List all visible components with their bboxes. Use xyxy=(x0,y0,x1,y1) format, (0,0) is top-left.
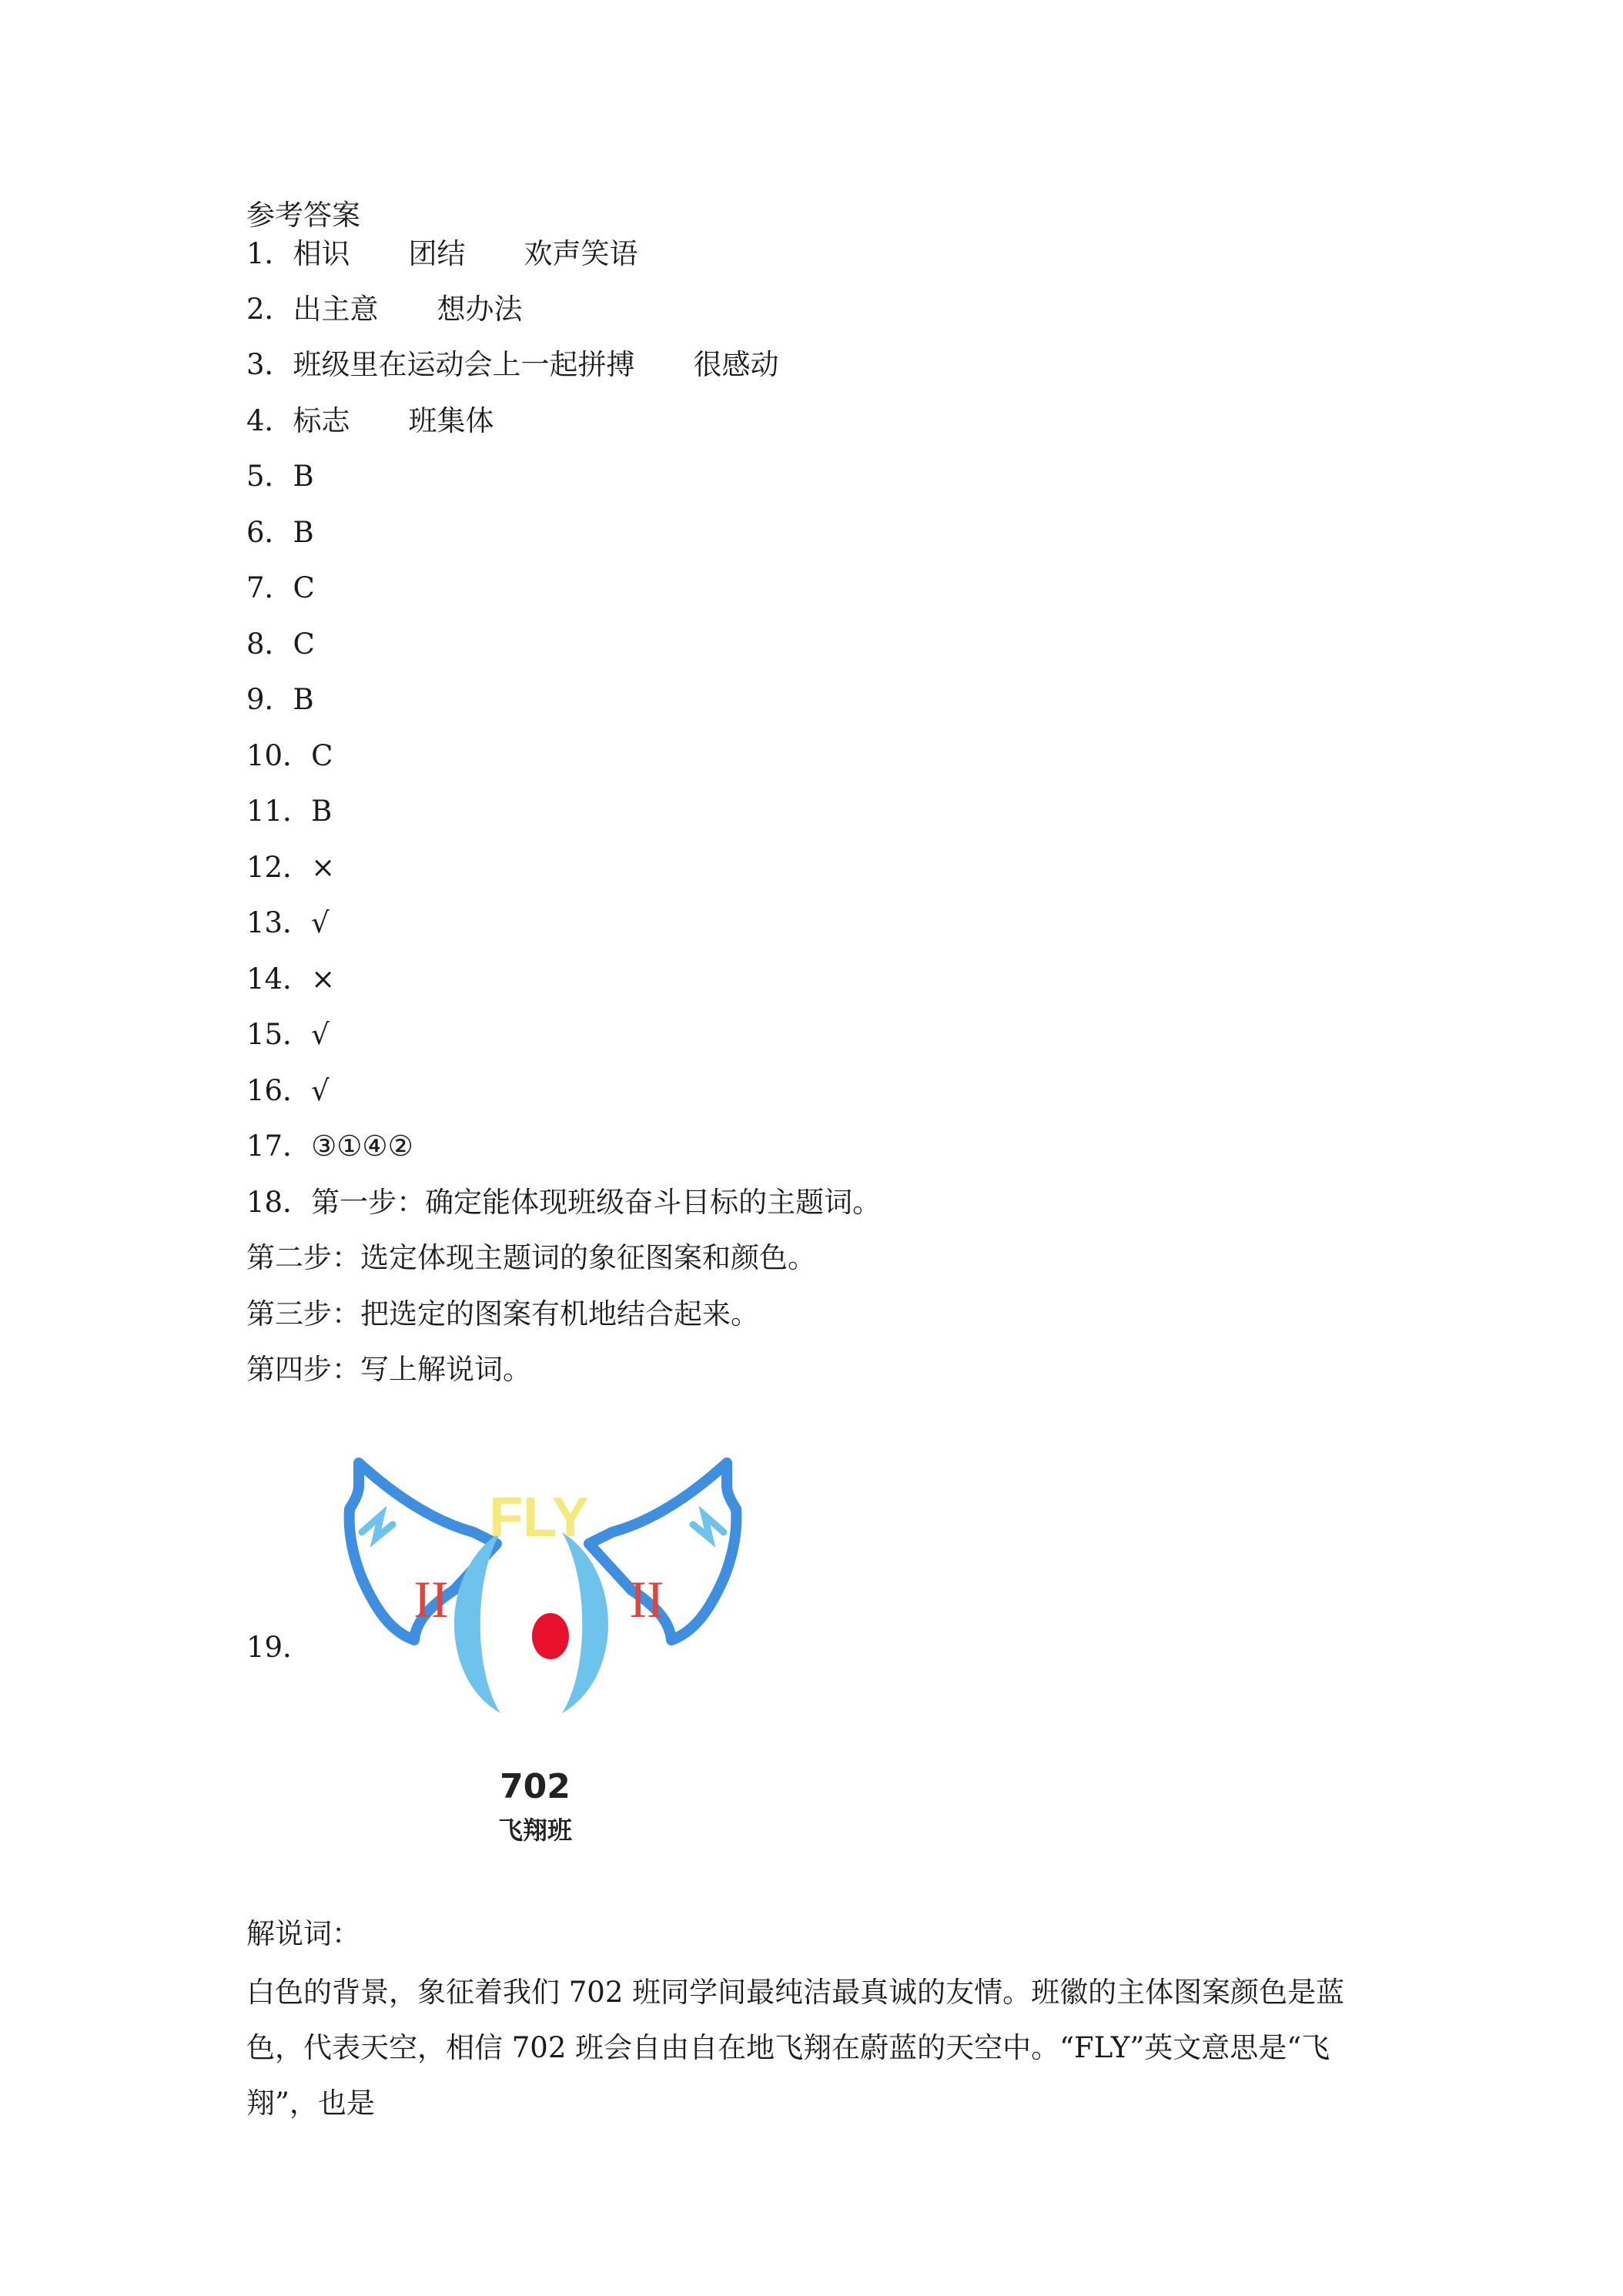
answer-6 xyxy=(246,516,314,550)
answer-part: ③①④② xyxy=(311,1130,413,1163)
answer-part: B xyxy=(293,516,314,549)
answer-number: 2． xyxy=(246,293,293,326)
answer-4 xyxy=(246,404,494,438)
answer-19-number: 19． xyxy=(246,1631,312,1664)
step-text: 第一步：确定能体现班级奋斗目标的主题词。 xyxy=(311,1186,882,1219)
answer-part: × xyxy=(311,851,336,884)
answer-number: 9． xyxy=(246,683,293,716)
answer-3 xyxy=(246,348,779,382)
explanation-label: 解说词： xyxy=(246,1917,360,1950)
answer-16 xyxy=(246,1074,330,1108)
answer-7 xyxy=(246,571,315,605)
answer-13 xyxy=(246,906,330,940)
explanation-text: 白色的背景，象征着我们 702 班同学间最纯洁最真诚的友情。班徽的主体图案颜色是蓝色，代表天空，相信 702 班会自由自在地飞翔在蔚蓝的天空中。“FLY”英文意思是“飞翔”，也是 xyxy=(246,1976,1345,2120)
answer-part: C xyxy=(293,628,315,661)
answer-part: C xyxy=(311,739,333,772)
answer-number: 1． xyxy=(246,237,293,270)
answer-number: 18． xyxy=(246,1186,312,1219)
answer-number: 13． xyxy=(246,906,312,939)
answer-18-step-2: 第二步：选定体现主题词的象征图案和颜色。 xyxy=(246,1241,816,1274)
answer-11 xyxy=(246,795,332,828)
answer-number: 17． xyxy=(246,1130,312,1163)
answer-number: 12． xyxy=(246,851,312,884)
answer-part: C xyxy=(293,571,315,604)
emblem-class-number: 702 xyxy=(500,1767,571,1806)
answer-8 xyxy=(246,628,315,661)
answer-part: √ xyxy=(311,1018,330,1051)
answer-part: 班级里在运动会上一起拼搏 xyxy=(293,348,635,381)
answer-5 xyxy=(246,460,314,494)
answer-1 xyxy=(246,237,638,271)
answer-part: 相识 xyxy=(293,237,350,270)
answer-part: B xyxy=(311,795,333,828)
left-crescent-shape xyxy=(454,1532,500,1713)
answer-part: 欢声笑语 xyxy=(524,237,638,270)
answer-part: B xyxy=(293,460,314,493)
answer-part: √ xyxy=(311,1074,330,1107)
answer-part: 很感动 xyxy=(693,348,779,381)
answer-number: 15． xyxy=(246,1018,312,1051)
answer-number: 16． xyxy=(246,1074,312,1107)
answer-number: 3． xyxy=(246,348,293,381)
answer-9 xyxy=(246,683,314,717)
answer-2 xyxy=(246,293,523,326)
answer-part: √ xyxy=(311,906,330,939)
answer-18-step-1 xyxy=(246,1186,881,1220)
answer-18-step-4: 第四步：写上解说词。 xyxy=(246,1353,531,1386)
answer-15 xyxy=(246,1018,330,1052)
answer-number: 4． xyxy=(246,404,293,437)
answer-number: 6． xyxy=(246,516,293,549)
answer-part: × xyxy=(311,962,336,996)
red-dot-shape xyxy=(532,1613,569,1659)
answer-10 xyxy=(246,739,333,773)
document-heading: 参考答案 xyxy=(246,199,360,232)
emblem-word: FLY xyxy=(489,1487,589,1548)
answer-number: 11． xyxy=(246,795,312,828)
left-wing-feather xyxy=(362,1515,393,1538)
right-wing-feather xyxy=(693,1515,724,1538)
class-emblem-image xyxy=(339,1448,747,1848)
emblem-roman-left: II xyxy=(413,1570,449,1628)
emblem-roman-right: II xyxy=(629,1570,664,1628)
answer-14 xyxy=(246,962,335,996)
answer-number: 7． xyxy=(246,571,293,604)
answer-part: 想办法 xyxy=(437,293,523,326)
answer-part: 标志 xyxy=(293,404,350,437)
answer-number: 14． xyxy=(246,962,312,996)
answer-number: 5． xyxy=(246,460,293,493)
answer-18-step-3: 第三步：把选定的图案有机地结合起来。 xyxy=(246,1297,759,1330)
answer-number: 8． xyxy=(246,628,293,661)
emblem-class-name: 飞翔班 xyxy=(497,1816,573,1845)
answer-part: 班集体 xyxy=(408,404,494,437)
answer-17 xyxy=(246,1130,413,1163)
answer-part: B xyxy=(293,683,314,716)
answer-12 xyxy=(246,851,335,885)
answer-part: 团结 xyxy=(408,237,466,270)
answer-part: 出主意 xyxy=(293,293,379,326)
answer-number: 10． xyxy=(246,739,312,772)
